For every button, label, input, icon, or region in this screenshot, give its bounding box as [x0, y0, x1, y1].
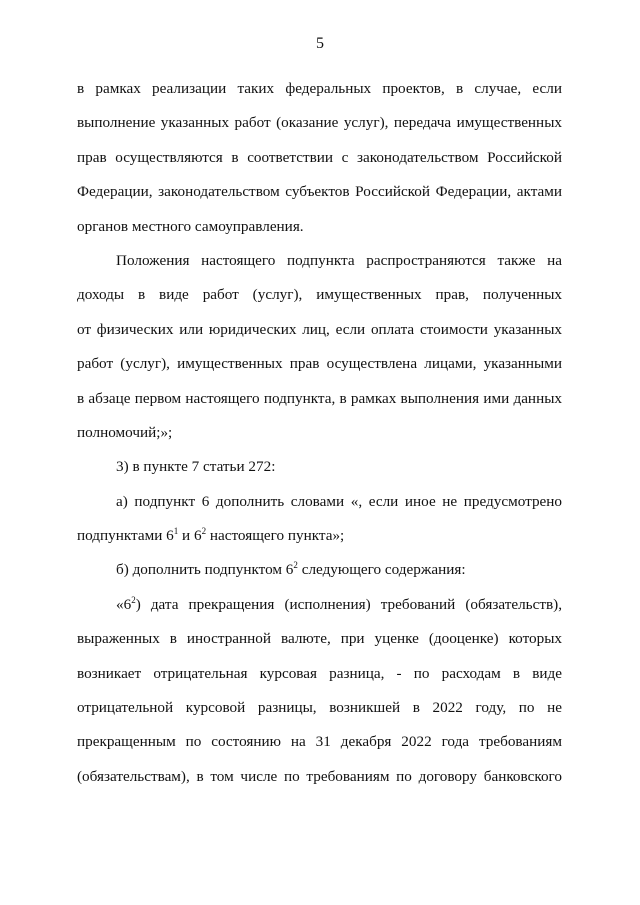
text-line: от физических или юридических лиц, если оплата стоимости указанных: [77, 320, 562, 338]
text-line: органов местного самоуправления.: [77, 217, 304, 235]
amendment-subitem-a-continuation: [77, 519, 562, 553]
text-line: работ (услуг), имущественных прав осуществлена лицами, указанными: [77, 355, 562, 373]
text-segment: ) дата прекращения (исполнения) требований (обязательств),: [135, 595, 562, 613]
text-segment: подпунктами 6: [77, 527, 174, 545]
text-segment: следующего содержания:: [297, 561, 466, 579]
text-segment: «6: [116, 595, 132, 613]
text-line: в рамках реализации таких федеральных проектов, в случае, если: [77, 80, 562, 97]
superscript: 1: [173, 526, 179, 537]
text-line: прав осуществляются в соответствии с законодательством Российской: [77, 148, 562, 166]
superscript: 2: [131, 594, 136, 605]
text-line: (обязательствам), в том числе по требованиям по договору банковского: [77, 767, 562, 785]
paragraph-first-line: Положения настоящего подпункта распространяются также на: [116, 251, 562, 269]
text-line: отрицательной курсовой разницы, возникшей в 2022 году, по не: [77, 699, 562, 717]
new-subitem-first-line: [77, 588, 562, 622]
text-line: прекращенным по состоянию на 31 декабря 2022 года требованиям: [77, 733, 562, 751]
amendment-subitem-a: а) подпункт 6 дополнить словами «, если иное не предусмотрено: [116, 492, 562, 510]
text-line: возникает отрицательная курсовая разница, - по расходам в виде: [77, 664, 562, 682]
text-segment: настоящего пункта»;: [206, 527, 345, 545]
page-number: 5: [316, 35, 324, 52]
text-line: выполнение указанных работ (оказание услуг), передача имущественных: [77, 114, 562, 132]
document-body: [77, 72, 562, 794]
superscript: 2: [201, 526, 207, 537]
text-line: выраженных в иностранной валюте, при уценке (дооценке) которых: [77, 630, 562, 648]
text-line: доходы в виде работ (услуг), имущественных прав, полученных: [77, 286, 562, 304]
text-segment: и 6: [178, 527, 202, 545]
amendment-subitem-b: [77, 553, 562, 587]
text-line: Федерации, законодательством субъектов Российской Федерации, актами: [77, 183, 562, 201]
amendment-item-3: 3) в пункте 7 статьи 272:: [116, 458, 276, 476]
text-segment: б) дополнить подпунктом 6: [116, 561, 294, 579]
text-line: в абзаце первом настоящего подпункта, в рамках выполнения ими данных: [77, 389, 562, 407]
text-line: полномочий;»;: [77, 423, 173, 441]
superscript: 2: [293, 560, 298, 571]
